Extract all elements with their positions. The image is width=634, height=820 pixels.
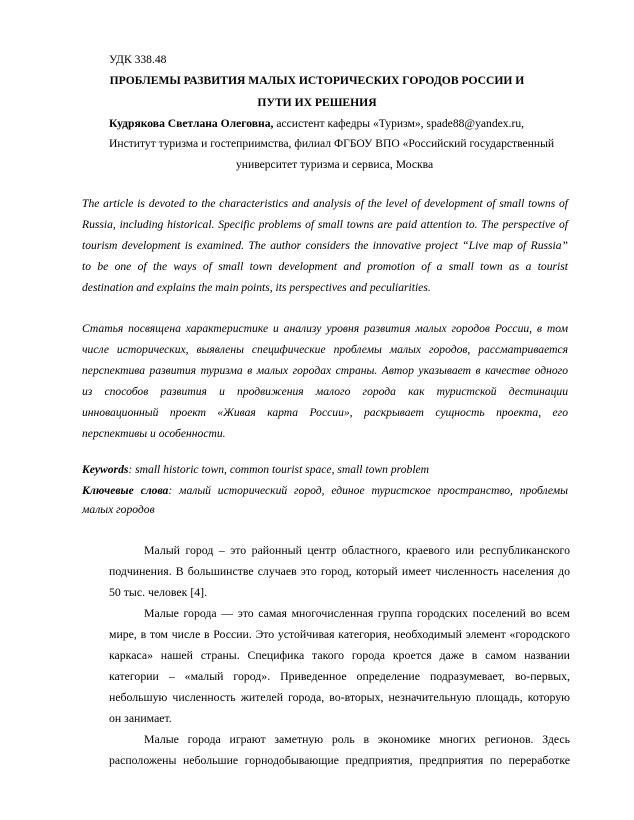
- body-text-line: Малый город – это районный центр областного, краевого или республиканского: [144, 543, 570, 557]
- abstract-ru-line: из способов развития и продвижения малого города как туристской дестинации: [82, 385, 568, 398]
- abstract-ru-line: Статья посвящена характеристике и анализу уровня развития малых городов России, в том: [82, 322, 568, 335]
- author-name: Кудрякова Светлана Олеговна,: [109, 117, 274, 130]
- abstract-en-line: tourism development is examined. The author considers the innovative project “Live map of Russia”: [82, 239, 568, 252]
- abstract-en-line: destination and explains the main points, its perspectives and peculiarities.: [82, 281, 431, 294]
- keywords-en-label: Keywords: [82, 463, 129, 476]
- body-text-line: каркаса» нашей страны. Специфика такого города кроется даже в самом названии: [109, 648, 570, 662]
- abstract-ru-line: перспективы и особенности.: [82, 427, 226, 440]
- body-text-line: мире, в том числе в России. Это устойчивая категория, необходимый элемент «городского: [109, 627, 570, 641]
- abstract-en-line: The article is devoted to the characteristics and analysis of the level of development of small towns of: [82, 197, 568, 210]
- abstract-en-line: to be one of the ways of small town development and promotion of a small town as a tourist: [82, 260, 568, 273]
- body-text-line: он занимает.: [109, 711, 172, 725]
- affiliation-line-2: университет туризма и сервиса, Москва: [236, 158, 434, 171]
- body-text-line: расположены небольшие горнодобывающие предприятия, предприятия по переработке: [109, 753, 570, 767]
- author-line: [109, 116, 524, 131]
- abstract-ru-line: числе исторических, выявлены специфические проблемы малых городов, рассматривается: [82, 343, 568, 356]
- udk-code: УДК 338.48: [109, 53, 167, 66]
- author-role: ассистент кафедры «Туризм», spade88@yandex.ru,: [273, 117, 525, 130]
- abstract-ru-line: инновационный проект «Живая карта России», раскрывает сущность проекта, его: [82, 406, 568, 419]
- body-text-line: подчинения. В большинстве случаев это город, который имеет численность населения до: [109, 564, 570, 578]
- body-text-line: Малые города играют заметную роль в экономике многих регионов. Здесь: [144, 732, 570, 746]
- paper-title-line-2: ПУТИ ИХ РЕШЕНИЯ: [257, 96, 377, 109]
- body-text-line: Малые города — это самая многочисленная группа городских поселений во всем: [144, 606, 570, 620]
- keywords-ru-text: : малый исторический город, единое туристское пространство, проблемы: [168, 484, 568, 497]
- affiliation-line-1: Институт туризма и гостеприимства, филиал ФГБОУ ВПО «Российский государственный: [109, 137, 555, 150]
- body-text-line: категории – «малый город». Приведенное определение подразумевает, во-первых,: [109, 669, 570, 683]
- keywords-ru: [82, 483, 568, 498]
- body-text-line: 50 тыс. человек [4].: [109, 585, 208, 599]
- paper-title-line-1: ПРОБЛЕМЫ РАЗВИТИЯ МАЛЫХ ИСТОРИЧЕСКИХ ГОРОДОВ РОССИИ И: [109, 74, 525, 87]
- keywords-ru-label: Ключевые слова: [82, 484, 169, 497]
- keywords-ru-line-2: малых городов: [82, 503, 155, 516]
- abstract-en-line: Russia, including historical. Specific problems of small towns are paid attention to. The perspective of: [82, 218, 568, 231]
- body-text-line: небольшую численность жителей города, во-вторых, незначительную площадь, которую: [109, 690, 570, 704]
- keywords-en: [82, 462, 429, 477]
- abstract-ru-line: перспектива развития туризма в малых городах страны. Автор указывает в качестве одного: [82, 364, 568, 377]
- keywords-en-text: : small historic town, common tourist space, small town problem: [128, 463, 430, 476]
